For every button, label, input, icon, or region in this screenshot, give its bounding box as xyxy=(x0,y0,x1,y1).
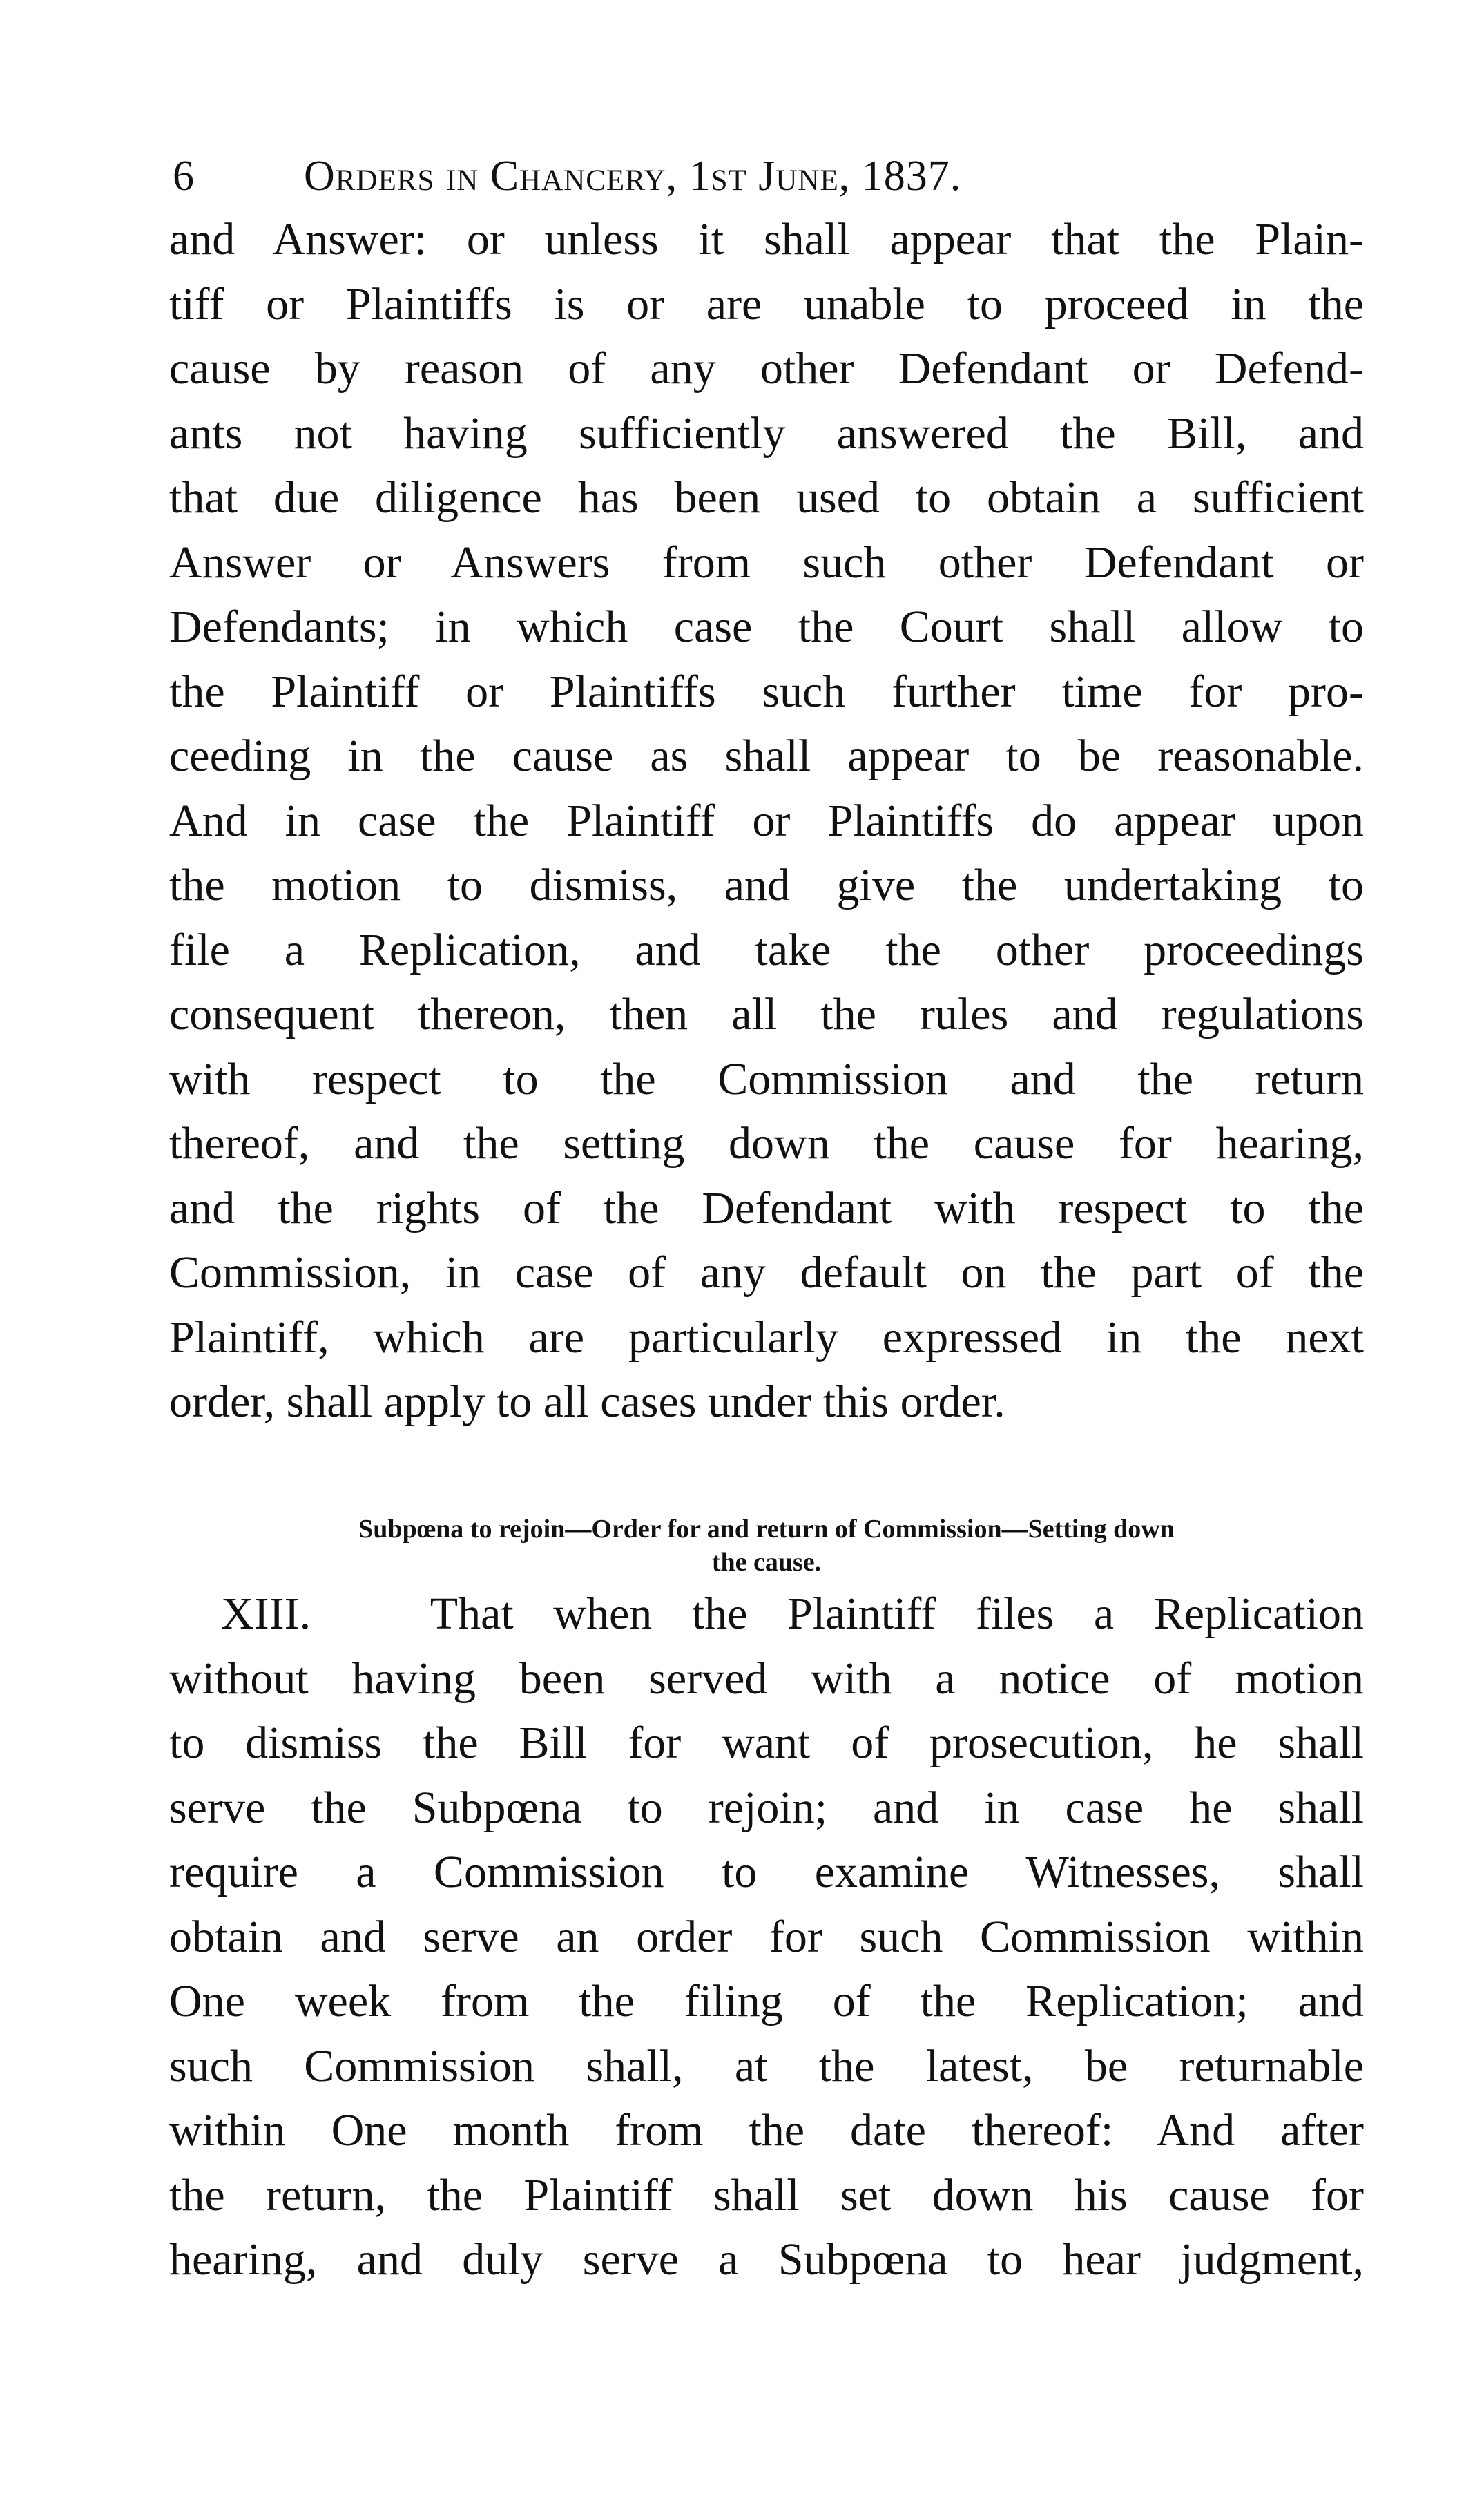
text-line: And in case the Plaintiff or Plaintiffs do appear upon xyxy=(169,795,1364,846)
text-line: and the rights of the Defendant with respect to the xyxy=(169,1182,1364,1234)
text-line: Defendants; in which case the Court shall allow to xyxy=(169,602,1364,652)
text-line: serve the Subpœna to rejoin; and in case he shall xyxy=(169,1782,1364,1833)
text-line-first xyxy=(169,1582,1364,1647)
sidenote-line: Subpœna to rejoin—Order for and return of Commission—Setting down xyxy=(358,1515,1175,1544)
text-line: the return, the Plaintiff shall set down his cause for xyxy=(169,2169,1364,2220)
paragraph-continued xyxy=(169,207,1364,1434)
text-line: the Plaintiff or Plaintiffs such further time for pro- xyxy=(169,666,1364,717)
text-line: to dismiss the Bill for want of prosecution, he shall xyxy=(169,1718,1364,1768)
text-line: and Answer: or unless it shall appear that the Plain- xyxy=(169,214,1364,265)
text-line: ants not having sufficiently answered the Bill, and xyxy=(169,407,1364,459)
text-line: consequent thereon, then all the rules and regulations xyxy=(169,989,1364,1039)
running-title: Orders in Chancery, 1st June, 1837. xyxy=(304,153,962,200)
text-line: require a Commission to examine Witnesses, shall xyxy=(169,1847,1364,1897)
first-line-text: That when the Plaintiff files a Replication xyxy=(430,1589,1364,1639)
text-line: tiff or Plaintiffs is or are unable to proceed in the xyxy=(169,278,1364,329)
text-line: hearing, and duly serve a Subpœna to hear judgment, xyxy=(169,2234,1364,2285)
text-line: cause by reason of any other Defendant or Defend- xyxy=(169,343,1364,394)
text-line: ceeding in the cause as shall appear to be reasonable. xyxy=(169,731,1364,781)
text-line: order, shall apply to all cases under this order. xyxy=(169,1376,1005,1427)
text-line: within One month from the date thereof: And after xyxy=(169,2105,1364,2156)
section-sidenote xyxy=(207,1513,1326,1579)
text-line: that due diligence has been used to obtain a sufficient xyxy=(169,472,1364,523)
text-line: Plaintiff, which are particularly expressed in the next xyxy=(169,1312,1364,1363)
text-line: One week from the filing of the Replication; and xyxy=(169,1976,1364,2026)
text-line: obtain and serve an order for such Commission within xyxy=(169,1911,1364,1962)
text-line: such Commission shall, at the latest, be returnable xyxy=(169,2040,1364,2091)
text-line: the motion to dismiss, and give the undertaking to xyxy=(169,860,1364,910)
section-xiii xyxy=(169,1582,1364,2292)
section-number: XIII. xyxy=(221,1589,311,1639)
text-line: thereof, and the setting down the cause for hearing, xyxy=(169,1118,1364,1169)
page-number: 6 xyxy=(173,153,194,200)
text-line: Answer or Answers from such other Defendant or xyxy=(169,537,1364,588)
running-head xyxy=(173,142,1360,211)
text-line: file a Replication, and take the other proceedings xyxy=(169,924,1364,975)
sidenote-line: the cause. xyxy=(711,1548,822,1577)
text-line: without having been served with a notice of motion xyxy=(169,1653,1364,1704)
text-line: Commission, in case of any default on the part of the xyxy=(169,1247,1364,1298)
text-line: with respect to the Commission and the return xyxy=(169,1053,1364,1104)
